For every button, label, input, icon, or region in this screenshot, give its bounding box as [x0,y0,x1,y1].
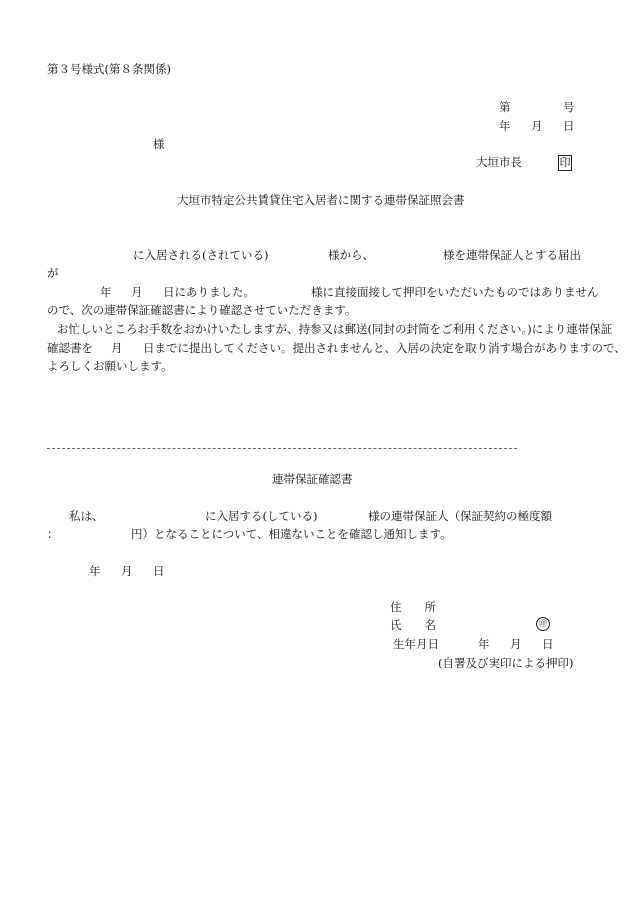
inquiry-month: 月 [131,285,143,299]
date-year-label: 年 [499,119,511,133]
inquiry-line2: が [47,266,59,280]
birth-year: 年 [478,637,490,651]
confirm-date-month: 月 [121,564,133,578]
inquiry-line4: ので、次の連帯保証確認書により確認させていただきます。 [47,303,357,317]
personal-seal-mark: ㊞ [536,617,550,631]
addressee-sama: 様 [153,137,165,151]
confirm-line2-a: ： [47,527,59,541]
inquiry-line7: よろしくお願いします。 [47,359,173,373]
inquiry-line6-b: 日までに提出してください。提出されませんと、入居の決定を取り消す場合がありますので、 [143,341,626,355]
inquiry-line5: お忙しいところお手数をおかけいたしますが、持参又は郵送(同封の封筒をご利用ください。)により連帯保証 [57,322,613,336]
inquiry-line3-b: 様に直接面接して押印をいただいたものではありません [311,285,599,299]
confirm-date-day: 日 [153,564,165,578]
address-label: 住 所 [390,600,436,614]
confirm-line2-b: 円）となることについて、相違ないことを確認し通知します。 [131,527,452,541]
confirm-line1-b: に入居する(している) [205,509,318,523]
birth-month: 月 [510,637,522,651]
confirm-line1-a: 私は、 [69,509,104,523]
inquiry-line6-a: 確認書を [47,341,93,355]
inquiry-line1-c: 様を連帯保証人とする届出 [443,248,581,262]
inquiry-year: 年 [100,285,112,299]
mayor-title: 大垣市長 [476,155,522,169]
inquiry-day: 日にありました。 [163,285,255,299]
date-day-label: 日 [563,119,575,133]
birth-label: 生年月日 [393,637,439,651]
inquiry-line1-b: 様から、 [328,248,374,262]
doc-number-dai: 第 [499,100,511,114]
mayor-seal-box: 印 [559,156,571,169]
inquiry-line1-a: に入居される(されている) [133,248,269,262]
confirmation-title: 連帯保証確認書 [272,472,353,486]
confirm-line1-c: 様の連帯保証人（保証契約の極度額 [368,509,552,523]
inquiry-title: 大垣市特定公共賃貸住宅入居者に関する連帯保証照会書 [177,193,465,207]
signature-note: (自署及び実印による押印) [438,656,574,670]
date-month-label: 月 [531,119,543,133]
cut-line [47,448,517,449]
doc-number-go: 号 [563,100,575,114]
inquiry-line6-month: 月 [111,341,123,355]
form-number: 第３号様式(第８条関係) [47,62,171,76]
name-label: 氏 名 [390,618,436,632]
confirm-date-year: 年 [89,564,101,578]
birth-day: 日 [542,637,554,651]
